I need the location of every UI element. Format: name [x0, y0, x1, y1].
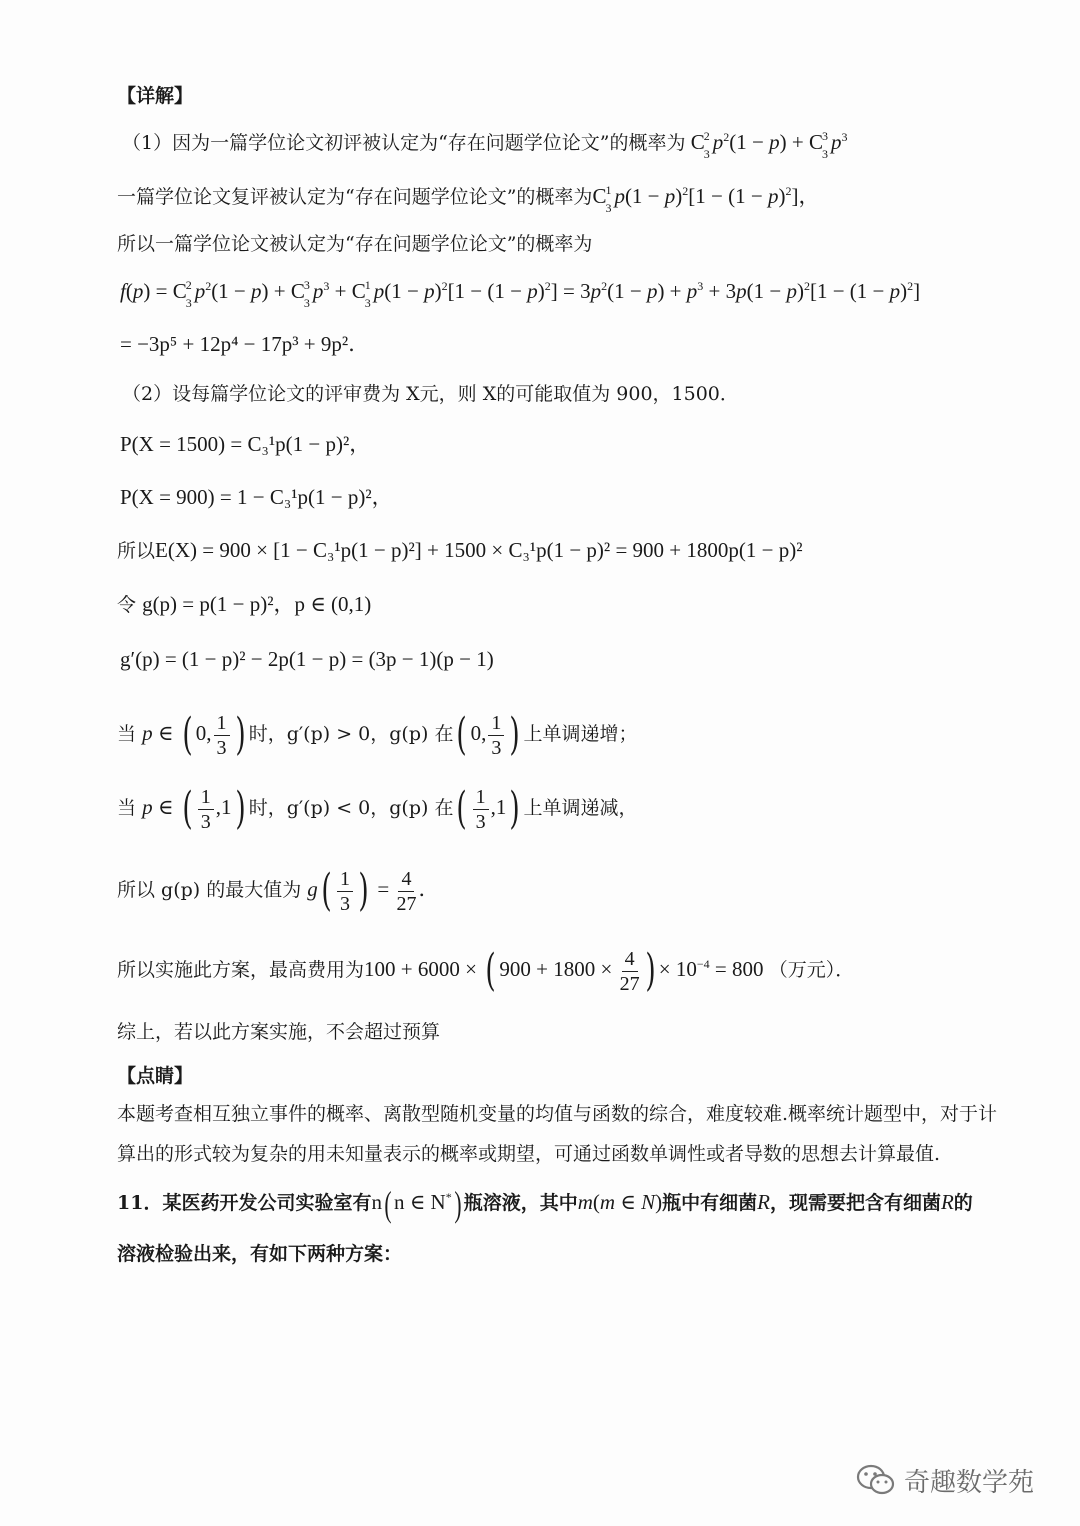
fp-formula: f(p) = C 2 3 $p^2(1 - p)$ + C 3 3 $p^3$ + C 1 3 $p(1 - p)^2[1 - (1 - p)^2] = 3p^2(1 - p) + p^3 + 3p(1 - p)^2[1 - (1 - p)^2]$: [120, 278, 921, 310]
px1500: P(X = 1500) = C₃¹p(1 − p)²，: [120, 432, 371, 456]
part1-line2: 一篇学位论文复评被认定为“存在问题学位论文”的概率为 C 1 3 $p(1 - p)^2[1 - (1 - p)^2]$，: [117, 183, 820, 215]
remark-line1: 本题考查相互独立事件的概率、离散型随机变量的均值与函数的综合，难度较难.概率统计题型中，对于计: [117, 1103, 998, 1125]
expectation-line: 所以E(X) = 900 × [1 − C₃¹p(1 − p)²] + 1500 × C₃¹p(1 − p)² = 900 + 1800p(1 − p)²: [117, 538, 803, 562]
watermark-text: 奇趣数学苑: [904, 1467, 1035, 1498]
max-line: 所以 g(p) 的最大值为 g( $\frac{1}{3}$ ) = $\frac{4}{27}$ ．: [117, 865, 440, 916]
decreasing-line: 当 p ∈ ( $\frac{1}{3}$ ,1) 时，g′(p) < 0，g(p) 在( $\frac{1}{3}$ ,1) 上单调递减，: [117, 783, 638, 834]
part2-line1: （2）设每篇学位论文的评审费为 X元，则 X的可能取值为 900，1500．: [122, 383, 739, 405]
wechat-icon: [856, 1463, 896, 1497]
px900: P(X = 900) = 1 − C₃¹p(1 − p)²，: [120, 485, 393, 509]
remark-header: 【点睛】: [117, 1065, 194, 1087]
g-definition: 令 g(p) = p(1 − p)²，p ∈ (0,1): [117, 592, 372, 616]
g-derivative: g′(p) = (1 − p)² − 2p(1 − p) = (3p − 1)(p − 1): [120, 647, 494, 671]
problem11-line1: 11．某医药开发公司实验室有n( n ∈ N*) 瓶溶液，其中m(m ∈ N)瓶中有细菌R，现需要把含有细菌R的: [117, 1184, 973, 1225]
part1-label: （1）: [122, 132, 173, 154]
increasing-line: 当 p ∈ ( 0, $\frac{1}{3}$ ) 时，g′(p) > 0，g(p) 在( 0, $\frac{1}{3}$ ) 上单调递增；: [117, 709, 638, 760]
watermark: [856, 1460, 1034, 1500]
conclusion: 综上，若以此方案实施，不会超过预算: [117, 1021, 441, 1043]
problem11-line2: 溶液检验出来，有如下两种方案：: [117, 1243, 403, 1265]
cost-line: 所以实施此方案，最高费用为100 + 6000 × ( 900 + 1800 × $\frac{4}{27}$ ) × $10^{-4} = 800$ （万元）．: [117, 945, 855, 996]
part1-line3: 所以一篇学位论文被认定为“存在问题学位论文”的概率为: [117, 233, 593, 255]
detail-header: 【详解】: [117, 85, 194, 107]
fp-result: = −3p⁵ + 12p⁴ − 17p³ + 9p²．: [120, 332, 370, 356]
part1-text: 因为一篇学位论文初评被认定为“存在问题学位论文”的概率为: [172, 132, 686, 154]
part1-line1: （1）因为一篇学位论文初评被认定为“存在问题学位论文”的概率为 C 2 3 $p^2(1 - p)$ + C 3 3 $p^3$: [122, 129, 848, 161]
remark-line2: 算出的形式较为复杂的用未知量表示的概率或期望，可通过函数单调性或者导数的思想去计算最值.: [117, 1143, 941, 1165]
